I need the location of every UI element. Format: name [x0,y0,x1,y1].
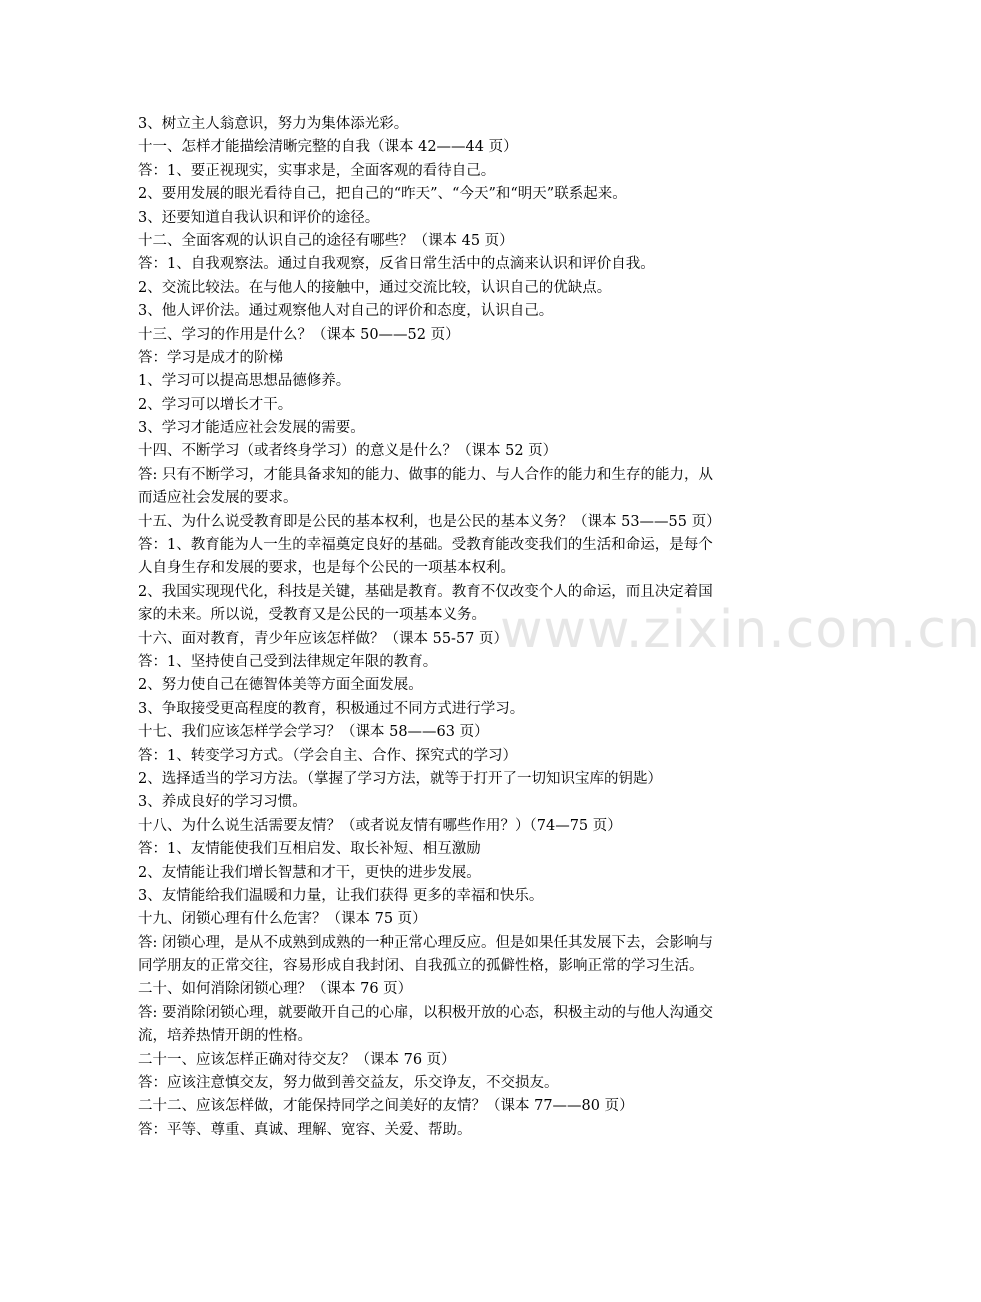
text-line: 1、学习可以提高思想品德修养。 [138,373,351,390]
text-line: 家的未来。所以说，受教育又是公民的一项基本义务。 [138,607,486,624]
text-line: 十三、学习的作用是什么？（课本 50——52 页） [138,326,460,343]
text-line: 2、努力使自己在德智体美等方面全面发展。 [138,677,423,694]
text-line: 答：1、要正视现实，实事求是，全面客观的看待自己。 [138,162,496,179]
text-line: 二十、如何消除闭锁心理？（课本 76 页） [138,981,413,998]
text-line: 3、争取接受更高程度的教育，积极通过不同方式进行学习。 [138,700,525,717]
text-line: 答: 闭锁心理，是从不成熟到成熟的一种正常心理反应。但是如果任其发展下去，会影响与 [138,934,713,951]
text-line: 答：平等、尊重、真诚、理解、宽容、关爱、帮助。 [138,1121,472,1138]
text-line: 同学朋友的正常交往，容易形成自我封闭、自我孤立的孤僻性格，影响正常的学习生活。 [138,958,704,975]
text-line: 答：1、教育能为人一生的幸福奠定良好的基础。受教育能改变我们的生活和命运，是每个 [138,537,713,554]
text-line: 十六、面对教育，青少年应该怎样做？（课本 55-57 页） [138,630,509,647]
document-body [138,113,788,1142]
text-line: 十七、我们应该怎样学会学习？（课本 58——63 页） [138,724,489,741]
text-line: 二十二、应该怎样做，才能保持同学之间美好的友情？（课本 77——80 页） [138,1098,634,1115]
text-line: 2、交流比较法。在与他人的接触中，通过交流比较，认识自己的优缺点。 [138,279,612,296]
text-line: 而适应社会发展的要求。 [138,490,298,507]
text-line: 3、学习才能适应社会发展的需要。 [138,420,365,437]
text-line: 答：应该注意慎交友，努力做到善交益友，乐交诤友，不交损友。 [138,1075,559,1092]
text-line: 3、友情能给我们温暖和力量，让我们获得 更多的幸福和快乐。 [138,887,544,904]
text-line: 人自身生存和发展的要求，也是每个公民的一项基本权利。 [138,560,515,577]
text-line: 答：1、友情能使我们互相启发、取长补短、相互激励 [138,841,481,858]
text-line: 答：1、坚持使自己受到法律规定年限的教育。 [138,653,438,670]
text-line: 答：1、自我观察法。通过自我观察，反省日常生活中的点滴来认识和评价自我。 [138,256,655,273]
text-line: 流，培养热情开朗的性格。 [138,1028,312,1045]
text-line: 答：学习是成才的阶梯 [138,349,283,366]
text-line: 答: 要消除闭锁心理，就要敞开自己的心扉，以积极开放的心态，积极主动的与他人沟通交 [138,1004,713,1021]
text-line: 十一、怎样才能描绘清晰完整的自我（课本 42——44 页） [138,139,518,156]
text-line: 3、养成良好的学习习惯。 [138,794,307,811]
text-line: 十五、为什么说受教育即是公民的基本权利，也是公民的基本义务？（课本 53——55 页） [138,513,721,530]
text-line: 3、树立主人翁意识，努力为集体添光彩。 [138,116,409,132]
text-line: 十八、为什么说生活需要友情？（或者说友情有哪些作用？）（74—75 页） [138,817,622,834]
text-line: 3、还要知道自我认识和评价的途径。 [138,209,380,226]
watermark-text: www.zixin.com.cn [500,600,981,660]
text-line: 答：1、转变学习方式。（学会自主、合作、探究式的学习） [138,747,517,764]
text-line: 十九、闭锁心理有什么危害？（课本 75 页） [138,911,427,928]
text-line: 十四、不断学习（或者终身学习）的意义是什么？（课本 52 页） [138,443,558,460]
text-line: 答: 只有不断学习，才能具备求知的能力、做事的能力、与人合作的能力和生存的能力，从 [138,466,713,483]
text-line: 二十一、应该怎样正确对待交友？（课本 76 页） [138,1051,456,1068]
text-line: 3、他人评价法。通过观察他人对自己的评价和态度，认识自己。 [138,303,554,320]
text-line: 十二、全面客观的认识自己的途径有哪些？（课本 45 页） [138,232,514,249]
text-line: 2、要用发展的眼光看待自己，把自己的“昨天”、“今天”和“明天”联系起来。 [138,186,627,203]
text-line: 2、学习可以增长才干。 [138,396,293,413]
text-line: 2、我国实现现代化，科技是关键，基础是教育。教育不仅改变个人的命运，而且决定着国 [138,583,713,600]
text-line: 2、友情能让我们增长智慧和才干，更快的进步发展。 [138,864,481,881]
text-line: 2、选择适当的学习方法。（掌握了学习方法，就等于打开了一切知识宝库的钥匙） [138,770,662,787]
